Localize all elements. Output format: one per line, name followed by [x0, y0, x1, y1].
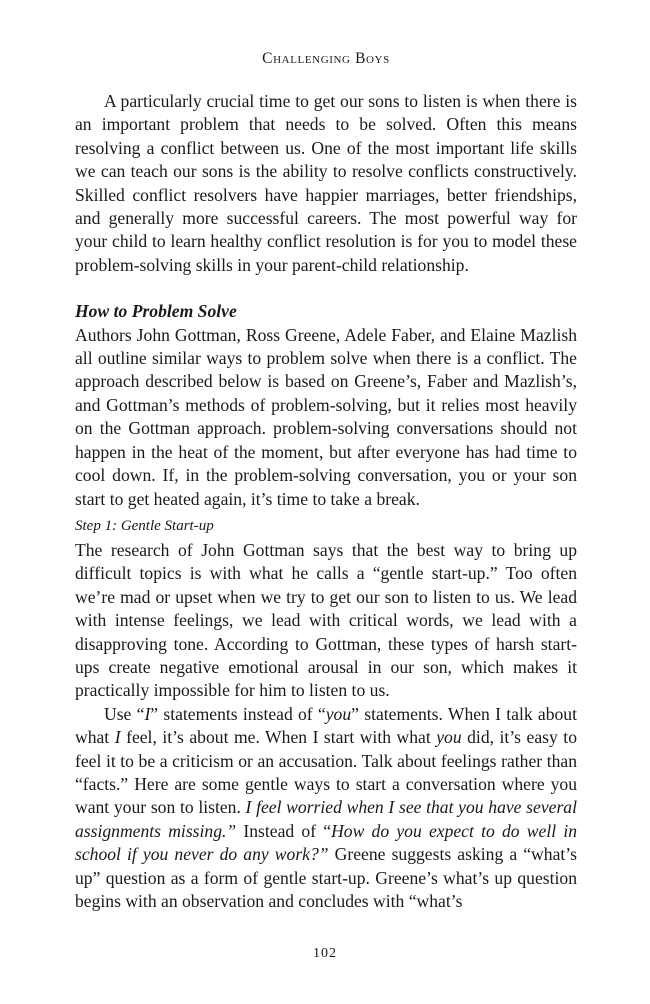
text-run: Instead of “: [236, 820, 332, 841]
text-run: Greene suggests asking a “what’s up” question as a form of gentle start-up. Greene’s what’s up question begins with an observation and concludes with “what’s: [75, 844, 577, 911]
section-gap: [75, 277, 577, 300]
text-run: ” statements instead of “: [150, 703, 326, 724]
italic-quote: How do you expect to do well in school if you never do any work?”: [75, 820, 577, 865]
paragraph-i-statements: [75, 703, 577, 914]
italic-run: I: [144, 703, 151, 724]
italic-run: you: [325, 703, 352, 724]
italic-run: you: [436, 727, 462, 748]
text-run: did, it’s easy to feel it to be a criticism or an accusation. Talk about feelings rather than “facts.” Here are some gentle ways to start a conversation where you want your son to listen.: [75, 727, 577, 818]
running-head: Challenging Boys: [262, 50, 390, 67]
paragraph-gottman-research: The research of John Gottman says that the best way to bring up difficult topics is with what he calls a “gentle start-up.” Too often we’re mad or upset when we try to get our son to listen to us. We lead with intense feelings, we lead with critical words, we lead with a disapproving tone. According to Gottman, these types of harsh start-ups create negative emotional arousal in our son, which makes it practically impossible for him to listen to us.: [75, 539, 577, 701]
paragraph-authors: Authors John Gottman, Ross Greene, Adele Faber, and Elaine Mazlish all outline similar ways to problem solve when there is a conflict. The approach described below is based on Greene’s, Faber and Mazlish’s, and Gottman’s methods of problem-solving, but it relies most heavily on the Gottman approach. problem-solving conversations should not happen in the heat of the moment, but after everyone has had time to cool down. If, in the problem-solving conversation, you or your son start to get heated again, it’s time to take a break.: [75, 324, 577, 509]
book-page: [75, 50, 577, 970]
italic-quote: I feel worried when I see that you have several assignments missing.”: [75, 797, 577, 841]
section-heading: How to Problem Solve: [75, 301, 237, 322]
text-run: ” statements. When I talk about what: [75, 703, 577, 748]
paragraph-intro: A particularly crucial time to get our sons to listen is when there is an important problem that needs to be solved. Often this means resolving a conflict between us. One of the most important life skills we can teach our sons is the ability to resolve conflicts constructively. Skilled conflict resolvers have happier marriages, better friendships, and generally more successful careers. The most powerful way for your child to learn healthy conflict resolution is for you to model these problem-solving skills in your parent-child relationship.: [75, 91, 577, 275]
text-run: Use “: [104, 703, 145, 724]
page-number: 102: [313, 946, 337, 961]
subsection-heading: Step 1: Gentle Start-up: [75, 517, 214, 534]
italic-run: I: [114, 727, 121, 748]
text-run: feel, it’s about me. When I start with what: [120, 727, 437, 748]
